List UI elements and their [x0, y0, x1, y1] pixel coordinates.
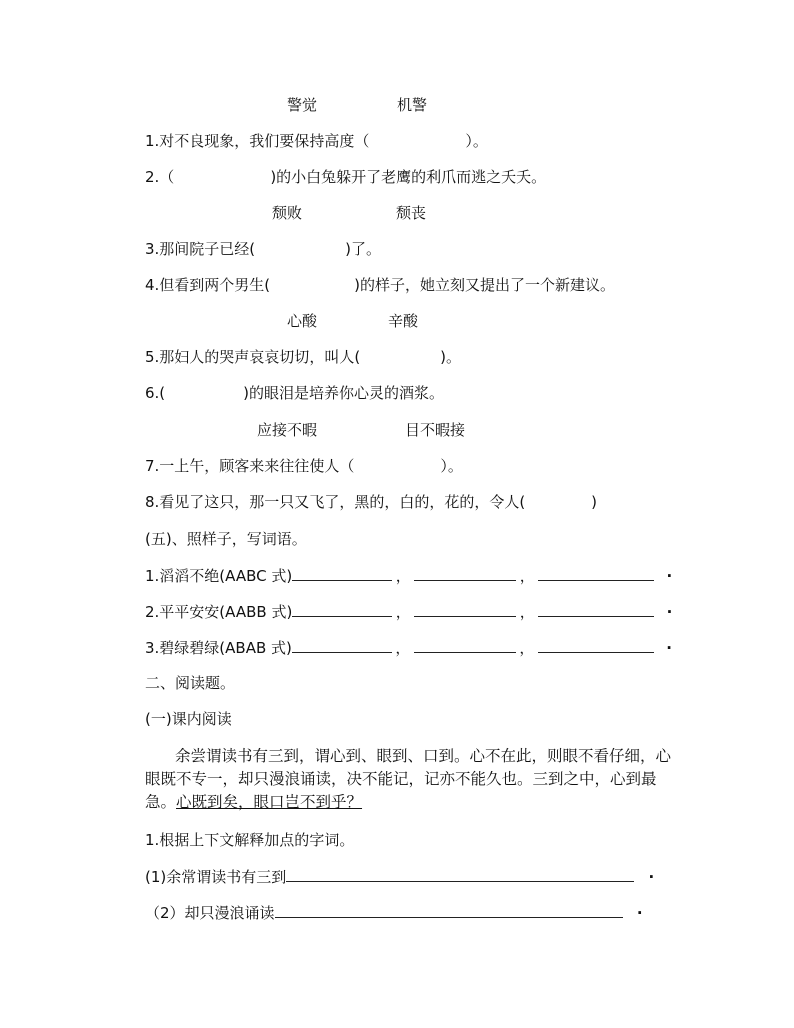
separator: ， — [395, 639, 411, 657]
question-8 — [145, 492, 597, 512]
passage-text: 余尝谓读书有三到，谓心到、眼到、口到。心不在此，则眼不看仔细，心眼既不专一，却只漫浪诵读，决不能记，记亦不能久也。三到之中，心到最急。 — [145, 747, 672, 811]
end-mark: · — [666, 639, 672, 657]
reading-subquestion — [145, 902, 643, 923]
pattern-item — [145, 565, 672, 586]
answer-line[interactable] — [538, 637, 654, 653]
subquestion-label: （2）却只漫浪诵读 — [145, 904, 275, 922]
answer-line[interactable] — [414, 565, 516, 581]
answer-line[interactable] — [292, 601, 392, 617]
question-text: ) — [591, 493, 598, 511]
answer-line[interactable] — [414, 637, 516, 653]
question-text: 8.看见了这只，那一只又飞了，黑的，白的，花的，令人( — [145, 493, 526, 511]
separator: ， — [395, 603, 411, 621]
word-option-a: 心酸 — [287, 312, 318, 330]
pattern-label: 3.碧绿碧绿(ABAB 式) — [145, 639, 292, 657]
end-mark: · — [666, 603, 673, 621]
end-mark: · — [648, 868, 655, 886]
question-text: )的样子，她立刻又提出了一个新建议。 — [354, 276, 616, 294]
subquestion-label: (1)余常谓读书有三到 — [145, 868, 287, 886]
separator: ， — [395, 567, 411, 585]
section-title: (五)、照样子，写词语。 — [145, 530, 307, 548]
reading-passage — [145, 745, 683, 814]
question-text: )了。 — [345, 240, 382, 258]
answer-line[interactable] — [292, 565, 392, 581]
question-text: 3.那间院子已经( — [145, 240, 256, 258]
answer-line[interactable] — [538, 565, 654, 581]
answer-line[interactable] — [292, 637, 392, 653]
passage-underlined-text: 心既到矣，眼口岂不到乎？ — [176, 793, 363, 811]
question-3 — [145, 239, 381, 259]
end-mark: · — [666, 567, 673, 585]
pattern-item — [145, 601, 672, 622]
question-text: 2.（ — [145, 168, 175, 186]
question-text: 6.( — [145, 384, 166, 402]
word-option-b: 颓丧 — [396, 204, 427, 222]
question-text: ）。 — [465, 132, 488, 150]
word-option-b: 机警 — [397, 96, 428, 114]
question-1 — [145, 131, 488, 151]
question-6 — [145, 383, 444, 403]
answer-line[interactable] — [538, 601, 654, 617]
question-text: 1.对不良现象，我们要保持高度（ — [145, 132, 370, 150]
question-text: ）。 — [440, 457, 463, 475]
reading-question-1: 1.根据上下文解释加点的字词。 — [145, 831, 355, 849]
section-title: 二、阅读题。 — [145, 674, 236, 692]
question-text: 7.一上午，顾客来来往往使人（ — [145, 457, 355, 475]
answer-line[interactable] — [414, 601, 516, 617]
separator: ， — [519, 639, 535, 657]
word-option-a: 应接不暇 — [257, 421, 318, 439]
answer-line[interactable] — [275, 902, 623, 918]
question-text: )。 — [440, 348, 462, 366]
question-7 — [145, 456, 463, 476]
word-option-b: 辛酸 — [388, 312, 419, 330]
pattern-label: 1.滔滔不绝(AABC 式) — [145, 567, 293, 585]
answer-line[interactable] — [286, 866, 634, 882]
question-2 — [145, 167, 546, 187]
question-5 — [145, 347, 461, 367]
separator: ， — [519, 603, 535, 621]
question-text: 5.那妇人的哭声哀哀切切，叫人( — [145, 348, 361, 366]
separator: ， — [519, 567, 535, 585]
end-mark: · — [636, 904, 643, 922]
word-option-b: 目不暇接 — [405, 421, 466, 439]
question-text: 4.但看到两个男生( — [145, 276, 271, 294]
pattern-item — [145, 637, 672, 658]
reading-subquestion — [145, 866, 654, 887]
question-text: )的小白兔躲开了老鹰的利爪而逃之夭夭。 — [270, 168, 547, 186]
pattern-label: 2.平平安安(AABB 式) — [145, 603, 293, 621]
word-option-a: 警觉 — [287, 96, 318, 114]
question-4 — [145, 275, 615, 295]
question-text: )的眼泪是培养你心灵的酒浆。 — [243, 384, 445, 402]
word-option-a: 颓败 — [272, 204, 303, 222]
subsection-title: (一)课内阅读 — [145, 710, 232, 728]
